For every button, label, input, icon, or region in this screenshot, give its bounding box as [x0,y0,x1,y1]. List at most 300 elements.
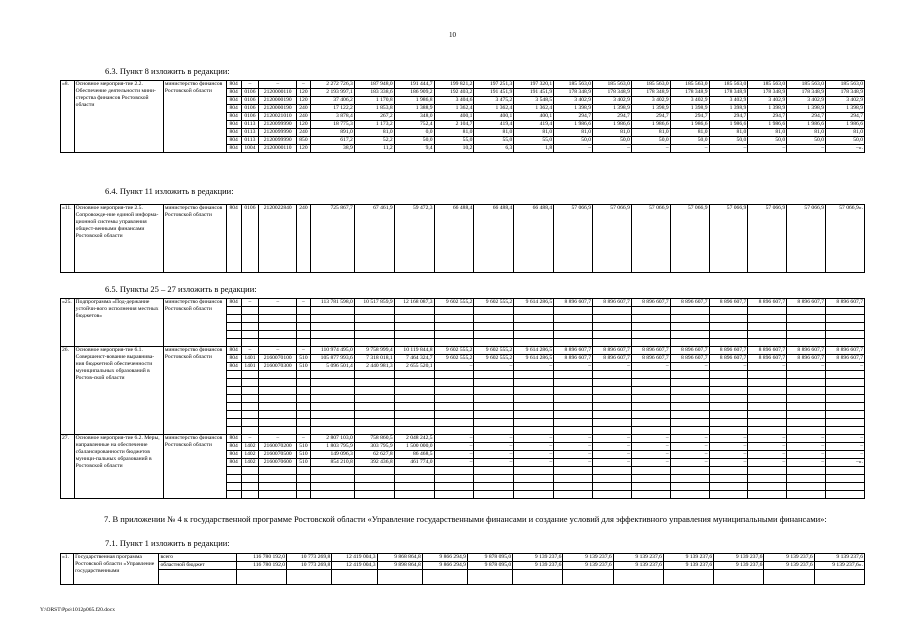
cell-empty [764,570,814,585]
cell-empty [394,419,434,427]
cell-empty [631,403,670,411]
table-appendix4-item-1 [60,553,865,585]
cell-empty [554,491,593,499]
cell-target-code: 2120099990 [259,129,297,137]
cell-empty [593,475,632,483]
cell-empty [514,483,554,491]
cell-empty [394,483,434,491]
cell-empty [709,323,748,331]
cell-expense-type: 240 [297,129,311,137]
cell-total: 5 096 501,4 [310,363,354,371]
cell-empty [241,475,259,483]
cell-year-value: 752,4 [394,121,434,129]
cell-empty [434,323,474,331]
cell-year-value: – [434,363,474,371]
cell-year-value: – [474,435,514,443]
cell-empty [310,427,354,435]
cell-empty [310,491,354,499]
cell-year-value: 294,7 [787,113,826,121]
heading-7-1: 7.1. Пункт 1 изложить в редакции: [105,538,230,548]
cell-empty [554,379,593,387]
cell-year-value: 9 602 555,2 [434,299,474,307]
cell-year-value: – [514,459,554,467]
cell-total: 725 867,7 [310,205,354,273]
cell-empty [670,387,709,395]
cell-year-value: –». [826,145,865,153]
cell-empty [826,427,865,435]
cell-empty [226,467,241,475]
cell-empty [554,315,593,323]
cell-expense-type: 510 [297,443,311,451]
cell-empty [474,467,514,475]
cell-total: 110 974 495,0 [310,347,354,355]
cell-empty [297,339,311,347]
cell-empty [631,331,670,339]
cell-empty [709,331,748,339]
cell-empty [514,427,554,435]
cell-year-value: 0,0 [394,129,434,137]
cell-empty [709,315,748,323]
cell-section-code: – [241,435,259,443]
cell-year-value: 8 896 607,7 [709,355,748,363]
cell-year-value: 81,0 [748,129,787,137]
cell-empty [474,315,514,323]
cell-year-value: 178 348,9 [709,89,748,97]
cell-year-value: 52,2 [354,137,394,145]
table-item-11 [60,204,865,273]
cell-empty [434,403,474,411]
cell-empty [514,411,554,419]
cell-empty [593,307,632,315]
cell-year-value: 1 388,9 [394,105,434,113]
cell-empty [297,427,311,435]
cell-executor: министерство финансов Ростовской области [163,435,226,499]
cell-year-value: – [709,145,748,153]
cell-empty [474,427,514,435]
cell-year-value: 10 773 269,8 [287,562,332,570]
cell-empty [226,371,241,379]
cell-empty [787,491,826,499]
table-row [61,347,865,355]
cell-empty [554,403,593,411]
cell-empty [613,570,663,585]
cell-expense-type: 120 [297,89,311,97]
cell-empty [826,483,865,491]
cell-empty [514,371,554,379]
cell-year-value: 10,2 [434,145,474,153]
cell-empty [434,387,474,395]
cell-year-value: – [787,451,826,459]
cell-year-value: 50,0 [709,137,748,145]
cell-empty [709,483,748,491]
cell-year-value: 10 517 859,9 [354,299,394,307]
cell-year-value: 59 472,3 [394,205,434,273]
cell-year-value: 9 614 286,5 [514,299,554,307]
cell-ministry-code: 804 [226,81,241,89]
cell-section-code: 0106 [241,113,259,121]
cell-year-value: 8 896 607,7 [670,299,709,307]
cell-funding-source: всего [159,554,236,562]
cell-empty [297,323,311,331]
cell-section-code: 1401 [241,363,259,371]
cell-ministry-code: 804 [226,299,241,307]
cell-year-value: 1 986,6 [709,121,748,129]
cell-empty [226,403,241,411]
cell-year-value: 8 896 607,7 [748,299,787,307]
cell-empty [787,483,826,491]
cell-year-value: 9 139 237,6 [764,554,814,562]
cell-year-value: 185 563,0 [631,81,670,89]
cell-empty [814,570,864,585]
cell-year-value: 2 048 242,5 [394,435,434,443]
cell-empty [670,307,709,315]
cell-year-value: – [709,363,748,371]
cell-empty [670,395,709,403]
cell-empty [394,339,434,347]
cell-total: 854 210,8 [310,459,354,467]
cell-empty [593,483,632,491]
cell-item-number: 27. [61,435,75,499]
cell-section-code: 0113 [241,121,259,129]
cell-section-code: 1004 [241,145,259,153]
cell-year-value: 66 488,4 [474,205,514,273]
cell-year-value: 12 168 087,3 [394,299,434,307]
cell-empty [709,379,748,387]
cell-empty [826,331,865,339]
cell-total: 617,2 [310,137,354,145]
cell-year-value: 9 602 555,2 [434,347,474,355]
cell-empty [631,379,670,387]
cell-empty [241,427,259,435]
cell-target-code: 2160070600 [259,459,297,467]
cell-empty [826,475,865,483]
cell-empty [434,339,474,347]
cell-empty [748,419,787,427]
cell-empty [474,403,514,411]
cell-year-value: 294,7 [748,113,787,121]
cell-empty [241,395,259,403]
cell-empty [474,395,514,403]
cell-empty [554,467,593,475]
cell-target-code: 2120099990 [259,137,297,145]
cell-year-value: 183 338,6 [354,89,394,97]
cell-expense-type: 120 [297,97,311,105]
cell-empty [554,419,593,427]
cell-year-value: 9 602 555,2 [434,355,474,363]
cell-year-value: 10 119 844,8 [394,347,434,355]
cell-year-value: 1 398,9 [670,105,709,113]
cell-measure-name: Основное мероприя-тие 2.2. Обеспечение деятельности мини-стерства финансов Ростовской области [74,81,163,153]
cell-empty [474,323,514,331]
cell-expense-type: – [297,299,311,307]
cell-ministry-code: 804 [226,113,241,121]
cell-target-code: – [259,347,297,355]
cell-year-value: 1 398,9 [631,105,670,113]
cell-empty [241,307,259,315]
cell-year-value: 1 986,6 [670,121,709,129]
cell-year-value: 81,0 [670,129,709,137]
cell-empty [297,331,311,339]
cell-year-value: 178 348,9 [748,89,787,97]
cell-year-value: – [514,435,554,443]
cell-year-value: –». [826,459,865,467]
cell-year-value: 3 402,9 [709,97,748,105]
cell-section-code: 0113 [241,137,259,145]
cell-year-value: 267,2 [354,113,394,121]
cell-total: 2 807 103,0 [310,435,354,443]
cell-year-value: 50,0 [631,137,670,145]
cell-year-value: 419,4 [514,121,554,129]
cell-empty [226,379,241,387]
cell-year-value: 1 362,4 [474,105,514,113]
cell-year-value: – [554,363,593,371]
cell-year-value: 9 614 286,5 [514,355,554,363]
cell-expense-type: 240 [297,105,311,113]
cell-empty [748,371,787,379]
cell-item-number: «1. [61,554,74,585]
cell-year-value: 8 896 607,7 [631,347,670,355]
cell-empty [394,475,434,483]
cell-year-value: 185 563,0 [670,81,709,89]
cell-year-value: 185 563,0 [709,81,748,89]
cell-empty [226,491,241,499]
cell-empty [748,483,787,491]
cell-empty [670,411,709,419]
cell-empty [631,491,670,499]
cell-year-value: 3 402,9 [826,97,865,105]
cell-year-value: – [748,435,787,443]
cell-total: 17 122,2 [310,105,354,113]
cell-measure-name: Основное мероприя-тие 6.1. Совершенст-вование выравнива-ния бюджетной обеспеченности муниципальных образований в Ростов-ской области [74,347,163,435]
cell-year-value: – [434,443,474,451]
cell-section-code: – [241,299,259,307]
cell-empty [748,475,787,483]
cell-empty [259,387,297,395]
cell-target-code: 2160070200 [259,443,297,451]
cell-empty [787,339,826,347]
cell-empty [631,339,670,347]
cell-year-value: 50,0 [748,137,787,145]
cell-empty [297,483,311,491]
cell-year-value: 1 986,6 [787,121,826,129]
cell-empty [826,395,865,403]
cell-empty [354,419,394,427]
heading-6-4: 6.4. Пункт 11 изложить в редакции: [105,186,234,196]
cell-empty [310,339,354,347]
cell-empty [259,371,297,379]
cell-year-value: – [748,145,787,153]
cell-year-value: 461 774,0 [394,459,434,467]
cell-empty [259,323,297,331]
cell-empty [670,323,709,331]
cell-year-value: 81,0 [354,129,394,137]
cell-year-value: 185 563,0 [554,81,593,89]
cell-year-value: 11,2 [354,145,394,153]
cell-empty [709,403,748,411]
cell-year-value: – [514,363,554,371]
cell-year-value: 3 548,5 [514,97,554,105]
cell-empty [787,315,826,323]
cell-year-value: 294,7 [826,113,865,121]
cell-empty [748,387,787,395]
cell-year-value: 192 403,2 [434,89,474,97]
cell-year-value: 86 468,5 [394,451,434,459]
cell-year-value: – [787,443,826,451]
cell-empty [474,411,514,419]
cell-empty [474,475,514,483]
cell-year-value: 758 860,5 [354,435,394,443]
cell-year-value: 8 896 607,7 [787,355,826,363]
cell-year-value: 9,4 [394,145,434,153]
cell-empty [748,403,787,411]
cell-empty [394,427,434,435]
cell-empty [434,315,474,323]
cell-year-value: 50,0 [593,137,632,145]
cell-empty [554,331,593,339]
cell-empty [514,315,554,323]
cell-year-value: 9 602 555,2 [474,299,514,307]
cell-empty [310,371,354,379]
cell-empty [310,475,354,483]
cell-ministry-code: 804 [226,443,241,451]
cell-year-value: 50,0 [394,137,434,145]
cell-empty [826,315,865,323]
cell-year-value: 1,8 [514,145,554,153]
cell-empty [241,403,259,411]
cell-year-value: 178 348,9 [826,89,865,97]
cell-empty [310,395,354,403]
cell-year-value: 8 896 607,7 [554,355,593,363]
cell-year-value: – [474,443,514,451]
cell-year-value: 7 318 018,1 [354,355,394,363]
cell-empty [593,419,632,427]
cell-year-value: 197 320,1 [514,81,554,89]
cell-empty [748,323,787,331]
cell-year-value: – [434,435,474,443]
cell-expense-type: 120 [297,145,311,153]
cell-empty [709,371,748,379]
cell-empty [474,307,514,315]
cell-year-value: – [670,451,709,459]
cell-year-value: – [554,145,593,153]
cell-empty [554,371,593,379]
cell-year-value: 8 896 607,7 [631,299,670,307]
cell-empty [241,371,259,379]
cell-empty [709,467,748,475]
cell-empty [259,331,297,339]
cell-empty [434,379,474,387]
cell-year-value: 8 896 607,7 [826,299,865,307]
cell-year-value: 1 173,2 [354,121,394,129]
cell-empty [354,307,394,315]
cell-year-value: 57 066,9». [826,205,865,273]
cell-year-value: – [787,145,826,153]
cell-ministry-code: 804 [226,435,241,443]
cell-year-value: – [474,459,514,467]
cell-year-value: 9 139 237,6». [814,562,864,570]
cell-year-value: 191 451,9 [474,89,514,97]
cell-ministry-code: 804 [226,137,241,145]
footer-file-path: Y:\ORST\Ppo\1012p065.f20.docx [40,607,115,613]
cell-ministry-code: 804 [226,129,241,137]
cell-empty [259,419,297,427]
cell-empty [259,339,297,347]
cell-empty [259,411,297,419]
cell-empty [310,387,354,395]
cell-empty [259,403,297,411]
cell-year-value: 1 398,9 [787,105,826,113]
cell-target-code: 2160070500 [259,451,297,459]
cell-year-value: – [748,459,787,467]
cell-empty [670,475,709,483]
cell-year-value: – [514,451,554,459]
cell-item-number: «25. [61,299,75,347]
cell-year-value: 8 896 607,7 [709,347,748,355]
cell-empty [709,411,748,419]
cell-empty [554,395,593,403]
cell-year-value: – [554,459,593,467]
cell-target-code: 2120099990 [259,121,297,129]
cell-year-value: 9 602 555,2 [474,347,514,355]
cell-section-code: 1401 [241,355,259,363]
cell-empty [631,315,670,323]
cell-expense-type: – [297,347,311,355]
cell-empty [514,467,554,475]
cell-year-value: 1 500 000,0 [394,443,434,451]
cell-measure-name: Подпрограмма «Под-держание устойчи-вого исполнения местных бюджетов» [74,299,163,347]
cell-empty [748,427,787,435]
cell-empty [631,419,670,427]
table-row [61,81,865,89]
cell-year-value: 50,0 [554,137,593,145]
cell-ministry-code: 804 [226,205,241,273]
cell-year-value: 2 104,7 [434,121,474,129]
cell-empty [226,307,241,315]
cell-empty [354,395,394,403]
cell-expense-type: 120 [297,121,311,129]
cell-year-value: 3 475,2 [474,97,514,105]
cell-ministry-code: 804 [226,89,241,97]
cell-year-value: 81,0 [787,129,826,137]
cell-target-code: – [259,435,297,443]
cell-year-value: – [826,435,865,443]
cell-empty [226,411,241,419]
cell-total: 116 780 192,0 [236,554,286,562]
cell-empty [241,467,259,475]
cell-empty [474,371,514,379]
cell-empty [394,387,434,395]
cell-empty [593,395,632,403]
cell-year-value: – [514,443,554,451]
cell-empty [631,411,670,419]
cell-year-value: 8 896 607,7 [593,347,632,355]
cell-empty [434,411,474,419]
cell-year-value: 191 444,7 [394,81,434,89]
cell-empty [709,475,748,483]
cell-empty [394,395,434,403]
cell-year-value: 57 066,9 [748,205,787,273]
cell-year-value: 55,0 [514,137,554,145]
cell-empty [394,331,434,339]
cell-empty [631,387,670,395]
cell-empty [310,403,354,411]
cell-year-value: – [631,443,670,451]
cell-empty [226,427,241,435]
cell-executor: министерство финансов Ростовской области [163,347,226,435]
cell-empty [670,467,709,475]
cell-empty [826,403,865,411]
cell-expense-type: – [297,435,311,443]
